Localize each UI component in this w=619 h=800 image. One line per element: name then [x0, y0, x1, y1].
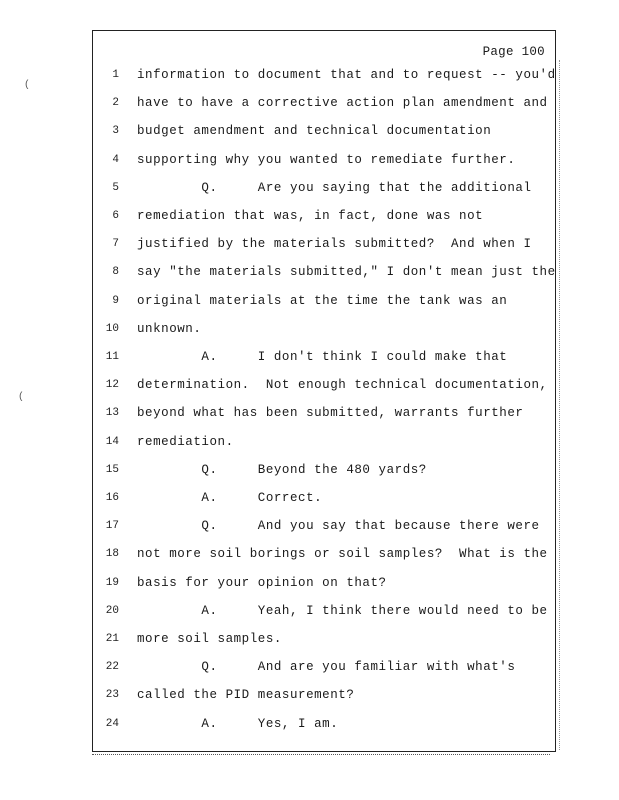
line-number: 16 [105, 492, 119, 504]
line-number: 6 [112, 210, 119, 222]
line-number: 4 [112, 153, 119, 166]
line-text: A. Yes, I am. [137, 716, 339, 731]
line-text: called the PID measurement? [137, 688, 355, 703]
line-text: information to document that and to request -- you'd [137, 68, 556, 82]
line-text: determination. Not enough technical documentation, [137, 378, 548, 393]
transcript-line [93, 65, 555, 85]
transcript-line [93, 432, 555, 452]
transcript-line [93, 601, 555, 621]
transcript-line [93, 573, 555, 593]
line-number: 20 [105, 604, 119, 617]
line-number: 19 [105, 576, 119, 589]
line-text: Q. Are you saying that the additional [137, 180, 532, 195]
line-number: 17 [105, 520, 119, 533]
transcript-line [93, 714, 555, 734]
transcript-line [93, 544, 555, 564]
line-text: supporting why you wanted to remediate further. [137, 152, 516, 167]
transcript-line [93, 121, 555, 141]
line-text: Q. Beyond the 480 yards? [137, 462, 427, 477]
line-number: 2 [112, 97, 119, 110]
line-number: 3 [112, 125, 119, 138]
line-text: A. Yeah, I think there would need to be [137, 603, 548, 618]
line-number: 13 [105, 407, 119, 420]
line-text: budget amendment and technical documentation [137, 124, 492, 139]
line-text: more soil samples. [137, 632, 282, 646]
line-number: 7 [112, 238, 119, 251]
line-text: remediation that was, in fact, done was not [137, 209, 484, 223]
transcript-line [93, 375, 555, 395]
line-text: Q. And are you familiar with what's [137, 660, 516, 675]
right-margin-ticks [559, 60, 564, 750]
transcript-page [92, 30, 556, 752]
transcript-line [93, 657, 555, 677]
line-number: 5 [112, 181, 119, 194]
transcript-line [93, 516, 555, 536]
transcript-line [93, 685, 555, 705]
transcript-line [93, 319, 555, 339]
line-text: justified by the materials submitted? And when I [137, 237, 532, 252]
transcript-line [93, 150, 555, 170]
line-number: 14 [105, 435, 119, 448]
line-text: A. Correct. [137, 491, 323, 505]
line-text: Q. And you say that because there were [137, 519, 540, 534]
line-number: 12 [105, 379, 119, 392]
transcript-line [93, 206, 555, 226]
line-number: 9 [112, 294, 119, 307]
transcript-line [93, 234, 555, 254]
line-number: 10 [105, 322, 119, 335]
bottom-rule [92, 754, 550, 755]
line-text: have to have a corrective action plan amendment and [137, 96, 548, 111]
transcript-line [93, 93, 555, 113]
line-text: beyond what has been submitted, warrants further [137, 406, 524, 421]
line-text: unknown. [137, 321, 202, 336]
transcript-line [93, 460, 555, 480]
line-text: original materials at the time the tank was an [137, 293, 508, 308]
line-text: basis for your opinion on that? [137, 575, 387, 590]
line-number: 23 [105, 689, 119, 702]
line-number: 22 [105, 661, 119, 674]
transcript-line [93, 403, 555, 423]
line-number: 15 [105, 463, 119, 476]
transcript-line [93, 178, 555, 198]
line-text: A. I don't think I could make that [137, 350, 508, 364]
line-text: not more soil borings or soil samples? What is the [137, 547, 548, 562]
line-number: 11 [105, 351, 119, 363]
line-number: 24 [105, 717, 119, 730]
margin-mark-middle: ( [18, 392, 25, 403]
line-text: say "the materials submitted," I don't mean just the [137, 265, 556, 280]
margin-mark-top: ( [24, 80, 31, 91]
transcript-line [93, 629, 555, 649]
transcript-line [93, 291, 555, 311]
transcript-line [93, 488, 555, 508]
transcript-line [93, 347, 555, 367]
line-number: 1 [112, 69, 119, 81]
line-number: 21 [105, 633, 119, 645]
page-number: Page 100 [482, 45, 545, 59]
line-number: 18 [105, 548, 119, 561]
line-number: 8 [112, 266, 119, 279]
transcript-line [93, 262, 555, 282]
line-text: remediation. [137, 434, 234, 449]
